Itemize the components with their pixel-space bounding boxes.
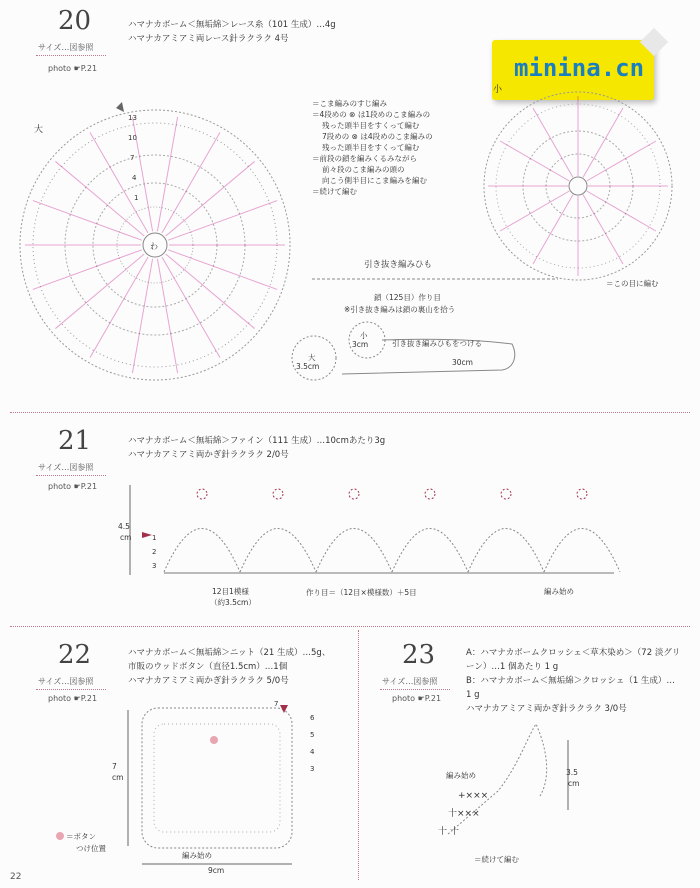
cord-note-1: 鎖（125目）作り目 (374, 293, 441, 302)
small-motif-tag: 小 (360, 331, 368, 340)
edging-height-unit: cm (120, 533, 132, 542)
pattern-20-size: サイズ…図参照 (38, 43, 94, 52)
pattern-23-start: 編み始め (446, 771, 476, 780)
cord-title: 引き抜き編みひも (364, 260, 433, 270)
pattern-20-materials-1: ハマナカボーム＜無垢綿＞レース糸（101 生成）…4g (128, 20, 336, 30)
coaster-width: 9cm (208, 866, 225, 875)
page-number: 22 (10, 872, 22, 882)
section-divider (358, 630, 359, 880)
pattern-21-size: サイズ…図参照 (38, 463, 94, 472)
pattern-21-materials-2: ハマナカアミアミ両かぎ針ラクラク 2/0号 (128, 450, 289, 460)
coaster-chart (120, 700, 340, 875)
foundation-note: 作り目＝（12目×模様数）＋5目 (306, 588, 417, 597)
pattern-21-number: 21 (58, 426, 92, 456)
same-stitch-note: ＝この目に編む (606, 279, 659, 288)
stitch-legend (312, 98, 433, 197)
continue-note: ＝続けて編む (474, 855, 519, 864)
cord-chain-diagram (310, 274, 560, 284)
small-motif-size: 3cm (352, 340, 369, 349)
small-motif-chart (478, 86, 678, 286)
row-13-label: 13 (128, 114, 137, 122)
svg-text:+×××: +××× (458, 791, 489, 801)
pattern-23-materials-4: 1 g (466, 690, 480, 700)
legend-line-2: ＝4段めの ⊗ は1段めのこま編みの (312, 110, 431, 119)
large-motif-chart (10, 100, 300, 390)
pattern-23-materials-3: B：ハマナカボーム＜無垢綿＞クロッシェ（1 生成）… (466, 676, 675, 686)
coaster-height-unit: cm (112, 773, 124, 782)
pattern-23-materials-1: A：ハマナカボームクロッシェ＜草木染め＞（72 淡グリ (466, 648, 681, 658)
row-4-label: 4 (132, 174, 137, 182)
edging-height-value: 4.5 (118, 522, 130, 531)
pattern-23-materials-2: ーン）…1 個あたり 1 g (466, 662, 559, 672)
large-motif-size: 3.5cm (296, 362, 320, 371)
row-7-label: 7 (130, 154, 135, 162)
cord-length: 30cm (452, 358, 473, 367)
coaster-height-value: 7 (112, 762, 117, 771)
pattern-20-number: 20 (58, 6, 92, 36)
legend-line-6: ＝前段の鎖を編みくるみながら (312, 154, 417, 163)
row-2-marker: 2 (152, 548, 157, 556)
pattern-20-materials-2: ハマナカアミアミ両レース針ラクラク 4号 (128, 34, 289, 44)
repeat-label-2: （約3.5cm） (210, 598, 256, 607)
button-note-2: つけ位置 (76, 844, 106, 853)
legend-line-4: 7段めの ⊗ は4段めのこま編みの (322, 132, 433, 141)
pattern-22-photo-ref: photo ☛P.21 (48, 694, 98, 703)
svg-text:十 十: 十 十 (438, 827, 459, 837)
leaf-chart (428, 716, 588, 846)
row-3-marker: 3 (310, 765, 315, 773)
svg-text:十×××: 十××× (448, 809, 480, 819)
legend-line-8: 向こう側半目にこま編みを編む (322, 176, 427, 185)
label-small: 小 (493, 85, 503, 95)
pattern-22-materials-3: ハマナカアミアミ両かぎ針ラクラク 5/0号 (128, 676, 289, 686)
pattern-21-photo-ref: photo ☛P.21 (48, 482, 98, 491)
center-ring-label: わ (150, 242, 158, 251)
watermark-text: minina.cn (514, 54, 645, 82)
row-4-marker: 4 (310, 748, 315, 756)
pattern-23-number: 23 (402, 640, 436, 670)
row-6-marker: 6 (310, 714, 315, 722)
pattern-22-materials-2: 市販のウッドボタン（直径1.5cm）…1個 (128, 662, 288, 672)
legend-line-1: ＝こま編みのすじ編み (312, 99, 387, 108)
pattern-23-photo-ref: photo ☛P.21 (392, 694, 442, 703)
cord-note-2: ※引き抜き編みは鎖の裏山を拾う (344, 305, 456, 314)
large-motif-tag: 大 (308, 353, 316, 362)
legend-line-9: ＝続けて編む (312, 187, 357, 196)
edging-chart (124, 480, 624, 600)
row-3-marker: 3 (152, 562, 157, 570)
pattern-20-photo-ref: photo ☛P.21 (48, 64, 98, 73)
leaf-height-value: 3.5 (566, 768, 578, 777)
legend-line-3: 残った頭半目をすくって編む (322, 121, 420, 130)
row-10-label: 10 (128, 134, 137, 142)
attach-note: 引き抜き編みひもをつける (392, 339, 482, 348)
repeat-label-1: 12目1模様 (212, 587, 249, 596)
row-5-marker: 5 (310, 731, 315, 739)
row-1-label: 1 (134, 194, 139, 202)
cord-assembly-diagram (282, 316, 532, 396)
label-large: 大 (34, 125, 44, 135)
pattern-23-size: サイズ…図参照 (382, 677, 438, 686)
row-7-marker: 7 (274, 700, 279, 708)
row-1-marker: 1 (152, 534, 157, 542)
leaf-height-unit: cm (568, 779, 580, 788)
pattern-23-materials-5: ハマナカアミアミ両かぎ針ラクラク 3/0号 (466, 704, 627, 714)
legend-line-7: 前々段のこま編みの頭の (322, 165, 405, 174)
pattern-21-start: 編み始め (544, 587, 574, 596)
pattern-21-materials-1: ハマナカボーム＜無垢綿＞ファイン（111 生成）…10cmあたり3g (128, 436, 386, 446)
pattern-22-size: サイズ…図参照 (38, 677, 94, 686)
button-note-1: ＝ボタン (66, 832, 96, 841)
button-marker (56, 832, 64, 840)
pattern-22-start: 編み始め (182, 851, 212, 860)
pattern-22-number: 22 (58, 640, 92, 670)
pattern-22-materials-1: ハマナカボーム＜無垢綿＞ニット（21 生成）…5g、 (128, 648, 331, 658)
legend-line-5: 残った頭半目をすくって編む (322, 143, 420, 152)
